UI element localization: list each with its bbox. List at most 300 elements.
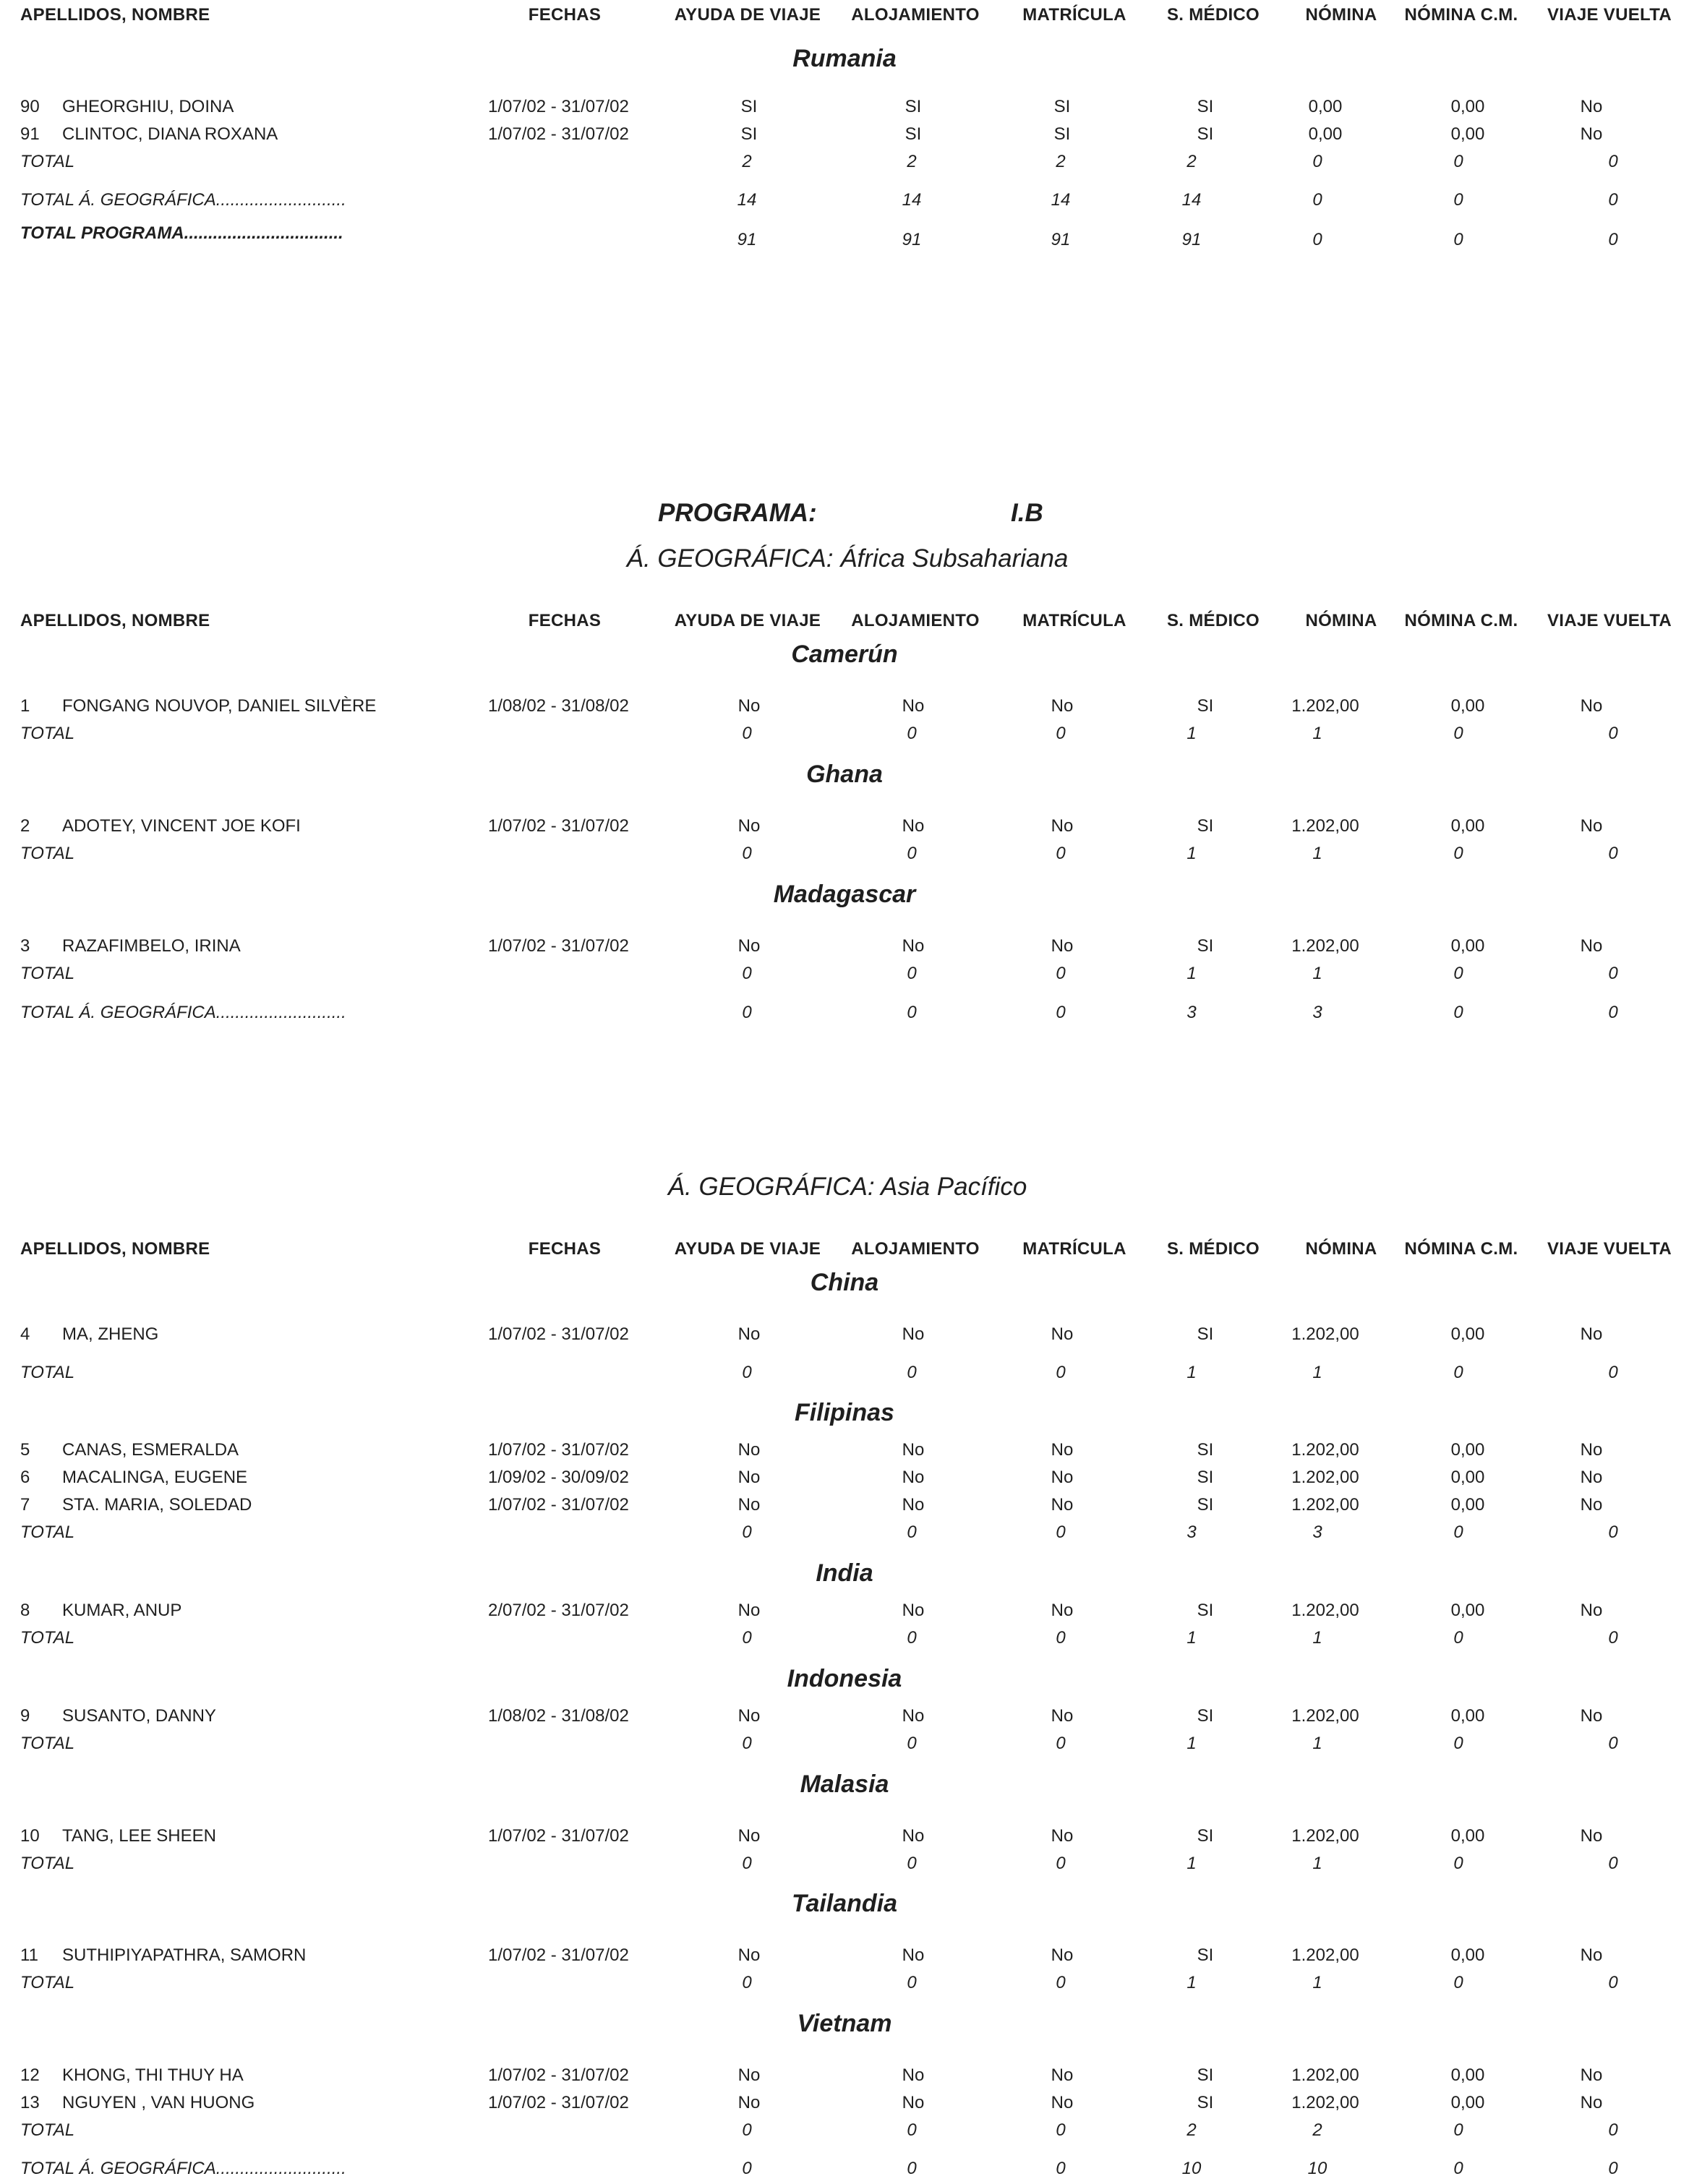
column-header-1: FECHAS: [528, 611, 602, 630]
programa-label: PROGRAMA:: [658, 499, 817, 527]
row-value-1: No: [902, 816, 925, 836]
total-value-6: 0: [1608, 2120, 1618, 2140]
total-value-2: 0: [1056, 1734, 1066, 1753]
row-value-3: SI: [1197, 1468, 1214, 1487]
total-programa-value-5: 0: [1453, 230, 1463, 249]
row-value-4: 1.202,00: [1291, 1440, 1359, 1460]
total-value-6: 0: [1608, 1973, 1618, 1992]
total-value-3: 1: [1186, 844, 1197, 863]
row-value-3: SI: [1197, 1945, 1214, 1965]
row-number: 3: [20, 936, 30, 956]
row-fechas: 1/08/02 - 31/08/02: [488, 696, 629, 716]
row-number: 10: [20, 1826, 40, 1846]
total-value-4: 1: [1312, 724, 1322, 743]
row-value-1: No: [902, 936, 925, 956]
row-name: STA. MARIA, SOLEDAD: [62, 1495, 252, 1515]
column-header-0: APELLIDOS, NOMBRE: [20, 1239, 210, 1259]
total-value-5: 0: [1453, 724, 1463, 743]
column-header-5: S. MÉDICO: [1166, 1239, 1260, 1259]
total-value-4: 1: [1312, 964, 1322, 983]
row-value-2: No: [1051, 696, 1074, 716]
total-value-5: 0: [1453, 152, 1463, 171]
row-value-0: SI: [740, 124, 758, 144]
country-heading: Vietnam: [797, 2010, 892, 2037]
row-value-6: No: [1580, 1706, 1603, 1726]
row-name: MACALINGA, EUGENE: [62, 1468, 248, 1487]
total-value-3: 1: [1186, 1363, 1197, 1382]
total-label: TOTAL: [20, 724, 75, 743]
column-header-3: ALOJAMIENTO: [851, 5, 980, 25]
row-value-6: No: [1580, 1826, 1603, 1846]
total-label: TOTAL: [20, 1523, 75, 1542]
row-value-3: SI: [1197, 1826, 1214, 1846]
row-value-6: No: [1580, 1601, 1603, 1620]
total-value-2: 0: [1056, 2120, 1066, 2140]
row-fechas: 1/07/02 - 31/07/02: [488, 1440, 629, 1460]
total-value-5: 0: [1453, 964, 1463, 983]
row-number: 7: [20, 1495, 30, 1515]
row-value-4: 1.202,00: [1291, 1495, 1359, 1515]
total-value-3: 1: [1186, 1973, 1197, 1992]
total-value-0: 2: [742, 152, 752, 171]
total-value-0: 14: [737, 190, 757, 210]
row-fechas: 1/07/02 - 31/07/02: [488, 124, 629, 144]
row-value-0: No: [737, 2093, 761, 2112]
total-value-3: 2: [1186, 2120, 1197, 2140]
row-number: 91: [20, 124, 40, 144]
total-value-4: 1: [1312, 844, 1322, 863]
row-value-6: No: [1580, 1495, 1603, 1515]
row-number: 90: [20, 97, 40, 116]
row-value-2: SI: [1053, 97, 1071, 116]
row-value-3: SI: [1197, 696, 1214, 716]
row-value-5: 0,00: [1450, 2065, 1485, 2085]
row-fechas: 1/08/02 - 31/08/02: [488, 1706, 629, 1726]
total-value-1: 0: [907, 2159, 917, 2178]
total-value-6: 0: [1608, 1523, 1618, 1542]
row-value-1: No: [902, 1826, 925, 1846]
row-name: KUMAR, ANUP: [62, 1601, 182, 1620]
column-header-2: AYUDA DE VIAJE: [674, 611, 821, 630]
total-value-0: 0: [742, 1003, 752, 1022]
row-value-0: No: [737, 2065, 761, 2085]
row-number: 11: [20, 1945, 38, 1965]
total-value-2: 14: [1051, 190, 1071, 210]
column-header-3: ALOJAMIENTO: [851, 611, 980, 630]
row-value-6: No: [1580, 1945, 1603, 1965]
total-value-4: 3: [1312, 1003, 1322, 1022]
total-value-6: 0: [1608, 964, 1618, 983]
column-header-8: VIAJE VUELTA: [1547, 611, 1672, 630]
row-value-2: No: [1051, 816, 1074, 836]
row-value-6: No: [1580, 2093, 1603, 2112]
row-value-1: No: [902, 1945, 925, 1965]
total-value-6: 0: [1608, 724, 1618, 743]
row-value-1: No: [902, 1324, 925, 1344]
row-value-4: 1.202,00: [1291, 1468, 1359, 1487]
total-value-1: 0: [907, 1523, 917, 1542]
row-name: SUSANTO, DANNY: [62, 1706, 216, 1726]
row-number: 4: [20, 1324, 30, 1344]
row-name: CLINTOC, DIANA ROXANA: [62, 124, 278, 144]
total-value-3: 3: [1186, 1523, 1197, 1542]
row-value-1: SI: [905, 97, 922, 116]
column-header-6: NÓMINA: [1305, 1239, 1377, 1259]
row-fechas: 1/07/02 - 31/07/02: [488, 1945, 629, 1965]
total-label: TOTAL: [20, 1734, 75, 1753]
total-value-0: 0: [742, 724, 752, 743]
column-header-2: AYUDA DE VIAJE: [674, 5, 821, 25]
row-value-1: SI: [905, 124, 922, 144]
row-value-6: No: [1580, 124, 1603, 144]
total-value-5: 0: [1453, 1523, 1463, 1542]
row-value-0: No: [737, 1468, 761, 1487]
country-heading: India: [816, 1559, 873, 1587]
row-value-4: 1.202,00: [1291, 1945, 1359, 1965]
total-label: TOTAL: [20, 2120, 75, 2140]
total-value-4: 1: [1312, 1363, 1322, 1382]
total-value-6: 0: [1608, 1363, 1618, 1382]
column-header-6: NÓMINA: [1305, 5, 1377, 25]
row-value-5: 0,00: [1450, 1826, 1485, 1846]
row-number: 1: [20, 696, 30, 716]
row-value-5: 0,00: [1450, 124, 1485, 144]
total-value-6: 0: [1608, 1003, 1618, 1022]
row-value-3: SI: [1197, 97, 1214, 116]
row-value-2: No: [1051, 2065, 1074, 2085]
row-value-0: No: [737, 1495, 761, 1515]
row-fechas: 1/07/02 - 31/07/02: [488, 2065, 629, 2085]
row-fechas: 1/07/02 - 31/07/02: [488, 97, 629, 116]
total-programa-value-1: 91: [902, 230, 922, 249]
total-programa-value-4: 0: [1312, 230, 1322, 249]
total-value-4: 1: [1312, 1628, 1322, 1648]
total-value-6: 0: [1608, 844, 1618, 863]
total-label: TOTAL: [20, 844, 75, 863]
total-value-1: 14: [902, 190, 922, 210]
total-value-2: 0: [1056, 1003, 1066, 1022]
total-value-5: 0: [1453, 1973, 1463, 1992]
row-value-2: No: [1051, 1945, 1074, 1965]
column-header-7: NÓMINA C.M.: [1404, 5, 1518, 25]
row-value-4: 1.202,00: [1291, 1706, 1359, 1726]
total-programa-value-2: 91: [1051, 230, 1071, 249]
total-value-4: 0: [1312, 152, 1322, 171]
row-value-5: 0,00: [1450, 1324, 1485, 1344]
total-value-2: 0: [1056, 1523, 1066, 1542]
row-value-5: 0,00: [1450, 1706, 1485, 1726]
total-value-1: 2: [907, 152, 917, 171]
row-fechas: 1/07/02 - 31/07/02: [488, 816, 629, 836]
row-value-1: No: [902, 1440, 925, 1460]
row-value-1: No: [902, 1706, 925, 1726]
row-value-4: 1.202,00: [1291, 1324, 1359, 1344]
row-value-3: SI: [1197, 1601, 1214, 1620]
column-header-0: APELLIDOS, NOMBRE: [20, 5, 210, 25]
total-value-2: 0: [1056, 1363, 1066, 1382]
total-value-6: 0: [1608, 190, 1618, 210]
row-value-4: 1.202,00: [1291, 696, 1359, 716]
total-value-2: 0: [1056, 1854, 1066, 1873]
total-value-5: 0: [1453, 1628, 1463, 1648]
total-value-1: 0: [907, 2120, 917, 2140]
column-header-3: ALOJAMIENTO: [851, 1239, 980, 1259]
row-value-2: No: [1051, 936, 1074, 956]
row-name: RAZAFIMBELO, IRINA: [62, 936, 241, 956]
column-header-5: S. MÉDICO: [1166, 611, 1260, 630]
row-value-5: 0,00: [1450, 816, 1485, 836]
total-value-5: 0: [1453, 190, 1463, 210]
total-value-0: 0: [742, 1734, 752, 1753]
total-value-3: 14: [1181, 190, 1202, 210]
row-number: 13: [20, 2093, 40, 2112]
total-value-6: 0: [1608, 1854, 1618, 1873]
total-value-1: 0: [907, 1973, 917, 1992]
row-value-2: No: [1051, 1826, 1074, 1846]
total-value-1: 0: [907, 964, 917, 983]
total-label: TOTAL Á. GEOGRÁFICA...........................: [20, 1003, 346, 1022]
row-name: ADOTEY, VINCENT JOE KOFI: [62, 816, 301, 836]
row-value-4: 1.202,00: [1291, 1601, 1359, 1620]
area-title: Á. GEOGRÁFICA: África Subsahariana: [626, 544, 1069, 573]
row-value-5: 0,00: [1450, 1440, 1485, 1460]
row-value-2: No: [1051, 1601, 1074, 1620]
country-heading: Rumania: [792, 45, 897, 72]
row-fechas: 1/07/02 - 31/07/02: [488, 1495, 629, 1515]
country-heading: Malasia: [800, 1770, 889, 1798]
row-value-0: No: [737, 816, 761, 836]
total-value-4: 2: [1312, 2120, 1322, 2140]
row-value-4: 1.202,00: [1291, 816, 1359, 836]
total-label: TOTAL: [20, 152, 75, 171]
column-header-7: NÓMINA C.M.: [1404, 611, 1518, 630]
total-value-3: 10: [1181, 2159, 1202, 2178]
row-value-3: SI: [1197, 816, 1214, 836]
row-number: 12: [20, 2065, 40, 2085]
total-value-6: 0: [1608, 1734, 1618, 1753]
column-header-7: NÓMINA C.M.: [1404, 1239, 1518, 1259]
total-value-5: 0: [1453, 1734, 1463, 1753]
total-value-0: 0: [742, 964, 752, 983]
row-fechas: 1/07/02 - 31/07/02: [488, 936, 629, 956]
row-name: CANAS, ESMERALDA: [62, 1440, 239, 1460]
row-value-2: No: [1051, 1495, 1074, 1515]
row-value-1: No: [902, 2093, 925, 2112]
total-label: TOTAL: [20, 1973, 75, 1992]
row-value-6: No: [1580, 1468, 1603, 1487]
row-name: SUTHIPIYAPATHRA, SAMORN: [62, 1945, 307, 1965]
row-name: FONGANG NOUVOP, DANIEL SILVÈRE: [62, 696, 377, 716]
row-number: 5: [20, 1440, 30, 1460]
row-value-1: No: [902, 1601, 925, 1620]
total-value-2: 0: [1056, 844, 1066, 863]
row-name: TANG, LEE SHEEN: [62, 1826, 216, 1846]
row-name: GHEORGHIU, DOINA: [62, 97, 234, 116]
country-heading: Camerún: [791, 641, 898, 668]
row-value-3: SI: [1197, 1706, 1214, 1726]
total-value-6: 0: [1608, 152, 1618, 171]
row-number: 6: [20, 1468, 30, 1487]
total-value-6: 0: [1608, 2159, 1618, 2178]
row-value-6: No: [1580, 2065, 1603, 2085]
row-value-0: No: [737, 1945, 761, 1965]
row-value-4: 0,00: [1308, 97, 1343, 116]
total-value-4: 1: [1312, 1734, 1322, 1753]
total-value-0: 0: [742, 844, 752, 863]
area-title: Á. GEOGRÁFICA: Asia Pacífico: [667, 1173, 1027, 1201]
row-number: 2: [20, 816, 30, 836]
total-value-0: 0: [742, 2159, 752, 2178]
total-label: TOTAL: [20, 1628, 75, 1648]
row-value-2: SI: [1053, 124, 1071, 144]
row-value-6: No: [1580, 936, 1603, 956]
column-header-8: VIAJE VUELTA: [1547, 1239, 1672, 1259]
total-value-0: 0: [742, 1628, 752, 1648]
row-value-3: SI: [1197, 1324, 1214, 1344]
row-value-0: No: [737, 1826, 761, 1846]
row-value-5: 0,00: [1450, 2093, 1485, 2112]
total-value-4: 1: [1312, 1973, 1322, 1992]
total-value-5: 0: [1453, 844, 1463, 863]
row-value-4: 1.202,00: [1291, 2093, 1359, 2112]
total-label: TOTAL: [20, 964, 75, 983]
row-value-2: No: [1051, 1324, 1074, 1344]
row-number: 8: [20, 1601, 30, 1620]
row-value-5: 0,00: [1450, 936, 1485, 956]
row-value-1: No: [902, 1495, 925, 1515]
row-value-2: No: [1051, 2093, 1074, 2112]
row-value-4: 1.202,00: [1291, 936, 1359, 956]
row-value-2: No: [1051, 1706, 1074, 1726]
column-header-1: FECHAS: [528, 1239, 602, 1259]
total-value-2: 0: [1056, 964, 1066, 983]
row-number: 9: [20, 1706, 30, 1726]
total-value-2: 0: [1056, 2159, 1066, 2178]
total-label: TOTAL: [20, 1854, 75, 1873]
row-value-6: No: [1580, 696, 1603, 716]
row-value-3: SI: [1197, 1495, 1214, 1515]
row-fechas: 1/07/02 - 31/07/02: [488, 1826, 629, 1846]
row-value-3: SI: [1197, 936, 1214, 956]
column-header-5: S. MÉDICO: [1166, 5, 1260, 25]
row-value-0: No: [737, 936, 761, 956]
column-header-8: VIAJE VUELTA: [1547, 5, 1672, 25]
total-value-0: 0: [742, 1973, 752, 1992]
row-value-5: 0,00: [1450, 1468, 1485, 1487]
country-heading: Ghana: [806, 761, 883, 788]
column-header-4: MATRÍCULA: [1022, 611, 1126, 630]
column-header-2: AYUDA DE VIAJE: [674, 1239, 821, 1259]
column-header-4: MATRÍCULA: [1022, 5, 1126, 25]
row-value-1: No: [902, 1468, 925, 1487]
total-value-0: 0: [742, 1523, 752, 1542]
total-value-2: 0: [1056, 1973, 1066, 1992]
country-heading: Tailandia: [791, 1890, 898, 1917]
total-value-5: 0: [1453, 2159, 1463, 2178]
country-heading: Filipinas: [795, 1399, 894, 1426]
total-value-3: 1: [1186, 1854, 1197, 1873]
country-heading: China: [810, 1269, 879, 1296]
row-value-1: No: [902, 696, 925, 716]
total-value-0: 0: [742, 1854, 752, 1873]
column-header-0: APELLIDOS, NOMBRE: [20, 611, 210, 630]
row-value-2: No: [1051, 1468, 1074, 1487]
row-fechas: 1/07/02 - 31/07/02: [488, 2093, 629, 2112]
total-value-1: 0: [907, 1003, 917, 1022]
row-value-2: No: [1051, 1440, 1074, 1460]
row-value-0: No: [737, 1706, 761, 1726]
row-name: KHONG, THI THUY HA: [62, 2065, 244, 2085]
row-value-6: No: [1580, 1324, 1603, 1344]
column-header-4: MATRÍCULA: [1022, 1239, 1126, 1259]
total-value-0: 0: [742, 2120, 752, 2140]
total-value-0: 0: [742, 1363, 752, 1382]
total-value-5: 0: [1453, 1003, 1463, 1022]
total-value-1: 0: [907, 844, 917, 863]
total-value-4: 0: [1312, 190, 1322, 210]
country-heading: Madagascar: [773, 881, 916, 908]
row-value-0: No: [737, 1324, 761, 1344]
row-value-5: 0,00: [1450, 696, 1485, 716]
row-value-1: No: [902, 2065, 925, 2085]
total-value-2: 2: [1056, 152, 1066, 171]
total-value-4: 1: [1312, 1854, 1322, 1873]
total-value-4: 10: [1307, 2159, 1327, 2178]
total-value-1: 0: [907, 1854, 917, 1873]
row-value-0: No: [737, 696, 761, 716]
row-fechas: 1/07/02 - 31/07/02: [488, 1324, 629, 1344]
row-name: MA, ZHENG: [62, 1324, 159, 1344]
row-fechas: 1/09/02 - 30/09/02: [488, 1468, 629, 1487]
column-header-6: NÓMINA: [1305, 611, 1377, 630]
row-value-0: No: [737, 1440, 761, 1460]
row-value-3: SI: [1197, 2065, 1214, 2085]
row-value-0: SI: [740, 97, 758, 116]
row-value-4: 0,00: [1308, 124, 1343, 144]
row-value-5: 0,00: [1450, 1945, 1485, 1965]
country-heading: Indonesia: [787, 1665, 902, 1692]
total-programa-label: TOTAL PROGRAMA.................................: [20, 223, 343, 243]
total-value-4: 3: [1312, 1523, 1322, 1542]
total-value-2: 0: [1056, 1628, 1066, 1648]
row-value-6: No: [1580, 816, 1603, 836]
row-value-6: No: [1580, 1440, 1603, 1460]
row-fechas: 2/07/02 - 31/07/02: [488, 1601, 629, 1620]
total-programa-value-0: 91: [737, 230, 757, 249]
total-value-3: 1: [1186, 964, 1197, 983]
row-value-6: No: [1580, 97, 1603, 116]
row-value-5: 0,00: [1450, 97, 1485, 116]
row-value-3: SI: [1197, 1440, 1214, 1460]
total-value-5: 0: [1453, 2120, 1463, 2140]
row-value-4: 1.202,00: [1291, 2065, 1359, 2085]
total-value-3: 1: [1186, 1628, 1197, 1648]
total-value-5: 0: [1453, 1854, 1463, 1873]
total-programa-value-3: 91: [1181, 230, 1202, 249]
row-name: NGUYEN , VAN HUONG: [62, 2093, 255, 2112]
row-value-3: SI: [1197, 2093, 1214, 2112]
row-value-5: 0,00: [1450, 1495, 1485, 1515]
programa-value: I.B: [1011, 499, 1043, 527]
total-value-3: 1: [1186, 1734, 1197, 1753]
total-programa-value-6: 0: [1608, 230, 1618, 249]
total-value-1: 0: [907, 1363, 917, 1382]
total-label: TOTAL: [20, 1363, 75, 1382]
total-value-1: 0: [907, 1734, 917, 1753]
total-value-5: 0: [1453, 1363, 1463, 1382]
row-value-5: 0,00: [1450, 1601, 1485, 1620]
total-value-6: 0: [1608, 1628, 1618, 1648]
